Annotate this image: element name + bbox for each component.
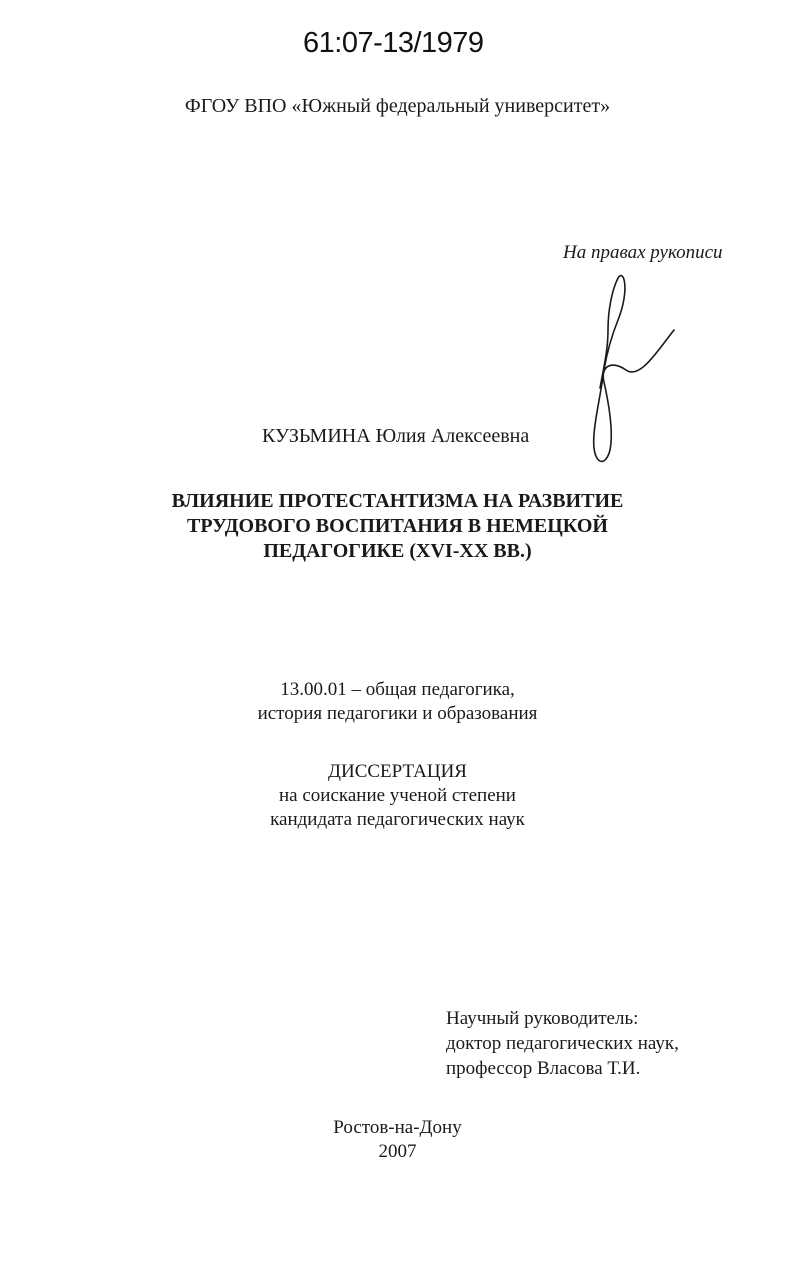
specialty-line: история педагогики и образования	[257, 703, 538, 724]
supervisor-label: Научный руководитель:	[446, 1008, 639, 1029]
institution-name: ФГОУ ВПО «Южный федеральный университет»	[184, 95, 611, 117]
supervisor-name: профессор Власова Т.И.	[446, 1058, 641, 1079]
title-line: ТРУДОВОГО ВОСПИТАНИЯ В НЕМЕЦКОЙ	[187, 515, 608, 537]
year: 2007	[378, 1141, 417, 1162]
city-name: Ростов-на-Дону	[333, 1117, 462, 1138]
specialty-code	[0, 678, 795, 726]
dissertation-type	[0, 760, 795, 832]
title-line: ПЕДАГОГИКЕ (XVI-XX ВВ.)	[263, 540, 532, 562]
degree-line: кандидата педагогических наук	[270, 809, 525, 830]
archive-stamp-number: 61:07-13/1979	[303, 27, 484, 59]
degree-line: на соискание ученой степени	[279, 785, 516, 806]
author-name: КУЗЬМИНА Юлия Алексеевна	[262, 425, 530, 447]
title-line: ВЛИЯНИЕ ПРОТЕСТАНТИЗМА НА РАЗВИТИЕ	[171, 490, 624, 512]
supervisor-block	[446, 1006, 679, 1081]
place-and-year	[0, 1116, 795, 1164]
dissertation-title	[0, 489, 795, 564]
rights-note: На правах рукописи	[563, 242, 723, 263]
supervisor-degree: доктор педагогических наук,	[446, 1033, 679, 1054]
specialty-line: 13.00.01 – общая педагогика,	[280, 679, 515, 700]
document-type-label: ДИССЕРТАЦИЯ	[328, 761, 467, 782]
signature-icon	[578, 270, 688, 470]
